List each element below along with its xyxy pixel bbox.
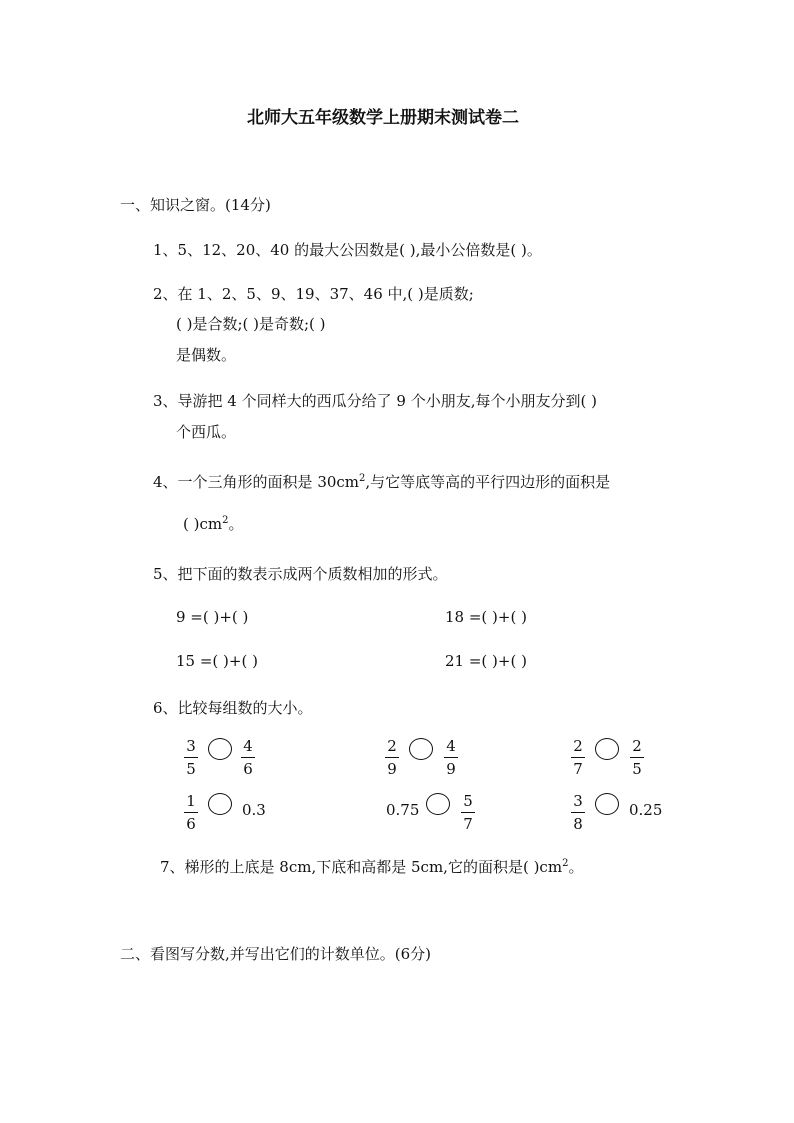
q4-answer-blank: ( )cm xyxy=(183,515,223,533)
compare-circle[interactable] xyxy=(426,793,450,815)
fraction-2-9: 2 9 xyxy=(385,737,399,778)
compare-circle[interactable] xyxy=(595,738,619,760)
question-3-line-2: 个西瓜。 xyxy=(176,423,237,441)
q5-item-9: 9 =( )+( ) xyxy=(176,608,249,626)
fraction-3-5: 3 5 xyxy=(184,737,198,778)
compare-circle[interactable] xyxy=(208,793,232,815)
question-7 xyxy=(160,857,583,877)
decimal-0-25: 0.25 xyxy=(629,801,663,819)
q4-text-a: 4、一个三角形的面积是 30cm xyxy=(153,473,360,491)
fraction-3-8: 3 8 xyxy=(571,792,585,833)
question-2-line-2: ( )是合数;( )是奇数;( ) xyxy=(176,315,326,333)
compare-circle[interactable] xyxy=(208,738,232,760)
question-2-line-1: 2、在 1、2、5、9、19、37、46 中,( )是质数; xyxy=(153,285,474,303)
q5-item-18: 18 =( )+( ) xyxy=(445,608,527,626)
decimal-0-75: 0.75 xyxy=(386,801,420,819)
fraction-1-6: 1 6 xyxy=(184,792,198,833)
question-6: 6、比较每组数的大小。 xyxy=(153,699,313,717)
fraction-2-5: 2 5 xyxy=(630,737,644,778)
q5-item-21: 21 =( )+( ) xyxy=(445,652,527,670)
q7-text: 7、梯形的上底是 8cm,下底和高都是 5cm,它的面积是( )cm xyxy=(160,858,563,876)
q4-superscript-1: 2 xyxy=(359,473,366,484)
question-2-line-3: 是偶数。 xyxy=(176,346,237,364)
fraction-4-9: 4 9 xyxy=(444,737,458,778)
section-1-heading: 一、知识之窗。(14分) xyxy=(120,196,271,214)
question-5: 5、把下面的数表示成两个质数相加的形式。 xyxy=(153,565,448,583)
fraction-2-7: 2 7 xyxy=(571,737,585,778)
fraction-5-7: 5 7 xyxy=(461,792,475,833)
q4-end: 。 xyxy=(228,515,244,533)
question-1: 1、5、12、20、40 的最大公因数是( ),最小公倍数是( )。 xyxy=(153,241,542,259)
compare-circle[interactable] xyxy=(409,738,433,760)
decimal-0-3: 0.3 xyxy=(242,801,266,819)
question-4-line-1 xyxy=(153,472,610,492)
compare-circle[interactable] xyxy=(595,793,619,815)
q4-superscript-2: 2 xyxy=(222,515,229,526)
q7-end: 。 xyxy=(568,858,584,876)
q4-text-b: ,与它等底等高的平行四边形的面积是 xyxy=(365,473,611,491)
question-4-line-2 xyxy=(183,514,244,534)
page-title: 北师大五年级数学上册期末测试卷二 xyxy=(247,108,519,128)
fraction-4-6: 4 6 xyxy=(241,737,255,778)
question-3-line-1: 3、导游把 4 个同样大的西瓜分给了 9 个小朋友,每个小朋友分到( ) xyxy=(153,392,597,410)
section-2-heading: 二、看图写分数,并写出它们的计数单位。(6分) xyxy=(120,945,432,963)
q7-superscript: 2 xyxy=(562,858,569,869)
q5-item-15: 15 =( )+( ) xyxy=(176,652,258,670)
